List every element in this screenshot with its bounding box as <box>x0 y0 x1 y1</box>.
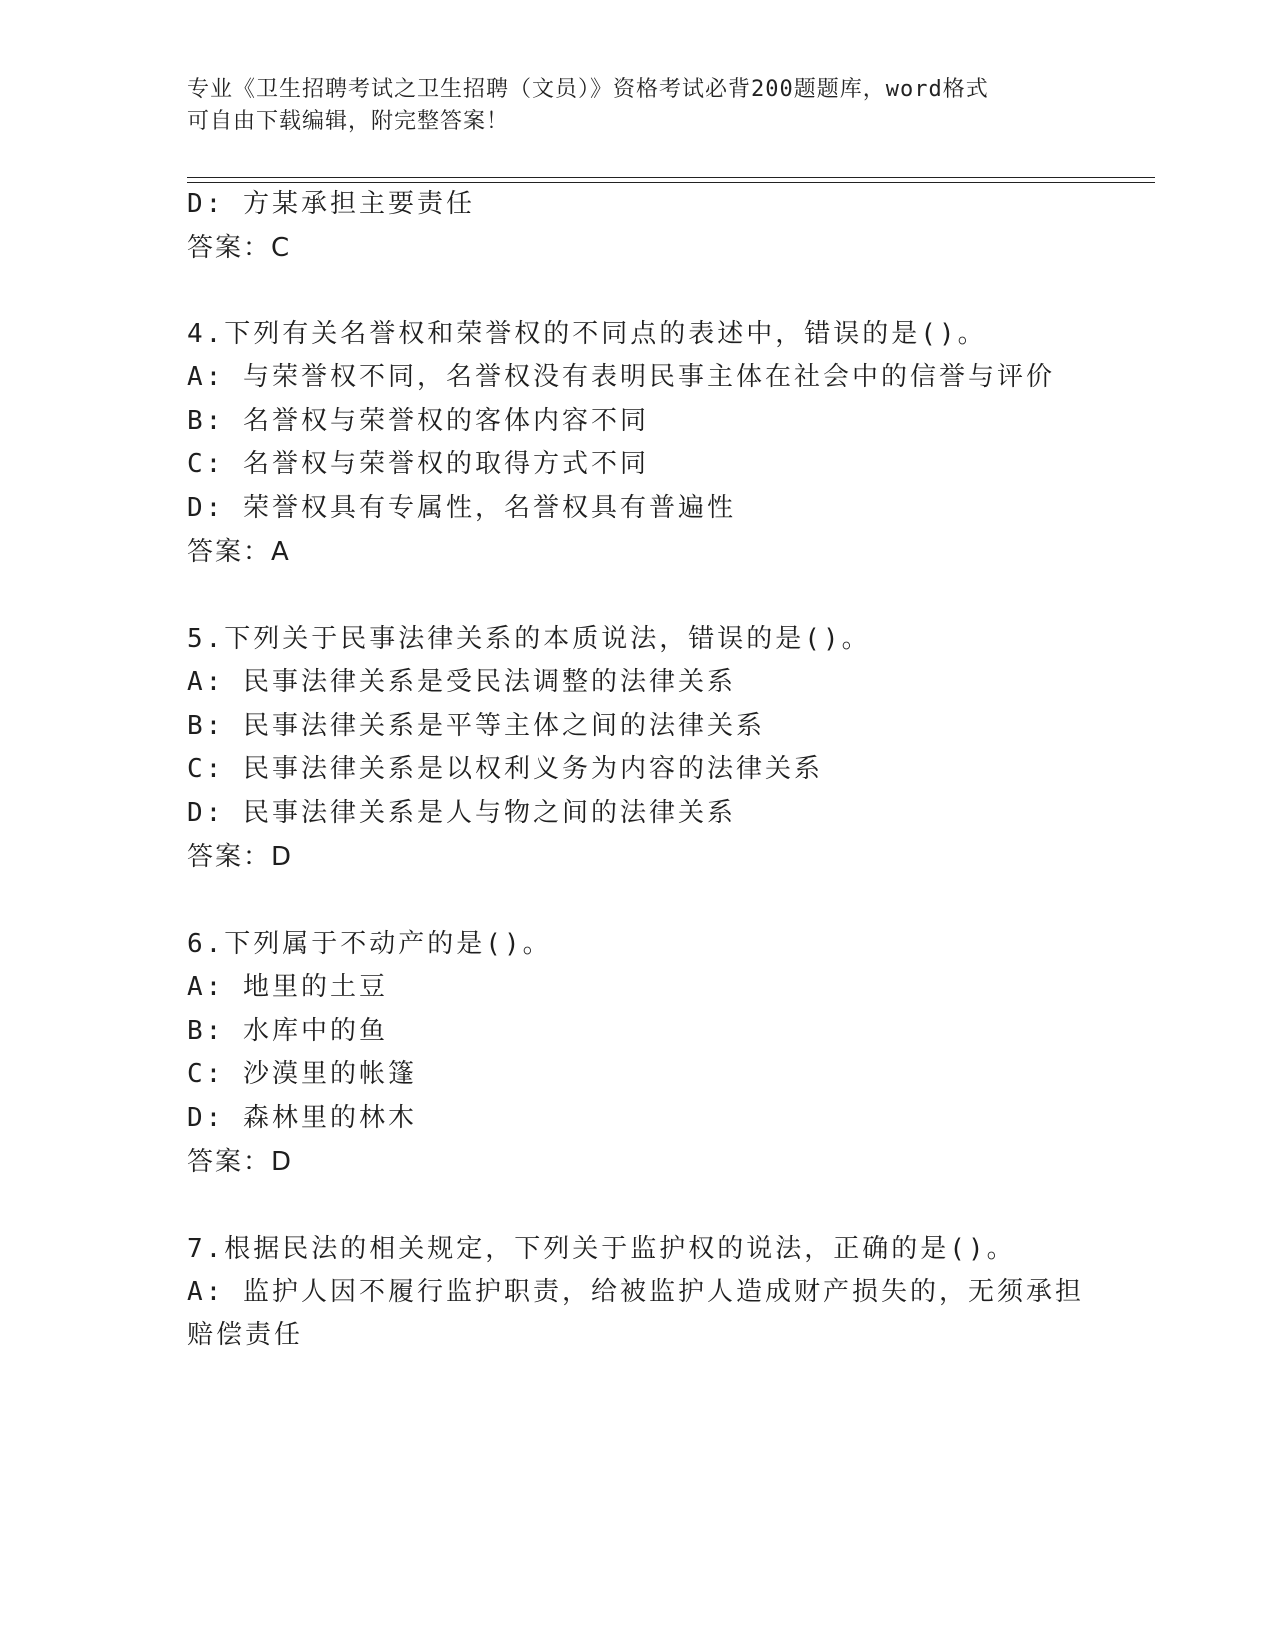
q4-option-c: C: 名誉权与荣誉权的取得方式不同 <box>187 449 649 479</box>
header-divider-bottom <box>187 182 1155 183</box>
q6-option-d: D: 森林里的林木 <box>187 1103 417 1133</box>
q6-answer: 答案：D <box>187 1147 294 1177</box>
q5-option-a: A: 民事法律关系是受民法调整的法律关系 <box>187 667 736 697</box>
q5-answer: 答案：D <box>187 842 294 872</box>
q6-option-b: B: 水库中的鱼 <box>187 1016 388 1046</box>
header-title-line-1: 专业《卫生招聘考试之卫生招聘（文员）》资格考试必背200题题库，word格式 <box>187 77 989 102</box>
header-title-line-2: 可自由下载编辑，附完整答案！ <box>187 109 510 134</box>
q5-option-b: B: 民事法律关系是平等主体之间的法律关系 <box>187 711 765 741</box>
q6-stem: 6.下列属于不动产的是()。 <box>187 929 552 959</box>
q5-option-c: C: 民事法律关系是以权利义务为内容的法律关系 <box>187 754 823 784</box>
q3-answer: 答案：C <box>187 233 292 263</box>
q4-option-a: A: 与荣誉权不同，名誉权没有表明民事主体在社会中的信誉与评价 <box>187 362 1055 392</box>
q7-option-a: A: 监护人因不履行监护职责，给被监护人造成财产损失的，无须承担 <box>187 1277 1084 1307</box>
q6-option-a: A: 地里的土豆 <box>187 972 388 1002</box>
q7-stem: 7.根据民法的相关规定，下列关于监护权的说法，正确的是()。 <box>187 1234 1016 1264</box>
q7-option-a-continued: 赔偿责任 <box>187 1320 304 1350</box>
document-header <box>187 74 1087 138</box>
q4-option-d: D: 荣誉权具有专属性，名誉权具有普遍性 <box>187 493 736 523</box>
q5-option-d: D: 民事法律关系是人与物之间的法律关系 <box>187 798 736 828</box>
header-divider-top <box>187 177 1155 178</box>
q4-answer: 答案：A <box>187 537 291 567</box>
q3-option-d: D: 方某承担主要责任 <box>187 189 475 219</box>
q5-stem: 5.下列关于民事法律关系的本质说法，错误的是()。 <box>187 624 871 654</box>
q4-option-b: B: 名誉权与荣誉权的客体内容不同 <box>187 406 649 436</box>
q4-stem: 4.下列有关名誉权和荣誉权的不同点的表述中，错误的是()。 <box>187 319 987 349</box>
q6-option-c: C: 沙漠里的帐篷 <box>187 1059 417 1089</box>
